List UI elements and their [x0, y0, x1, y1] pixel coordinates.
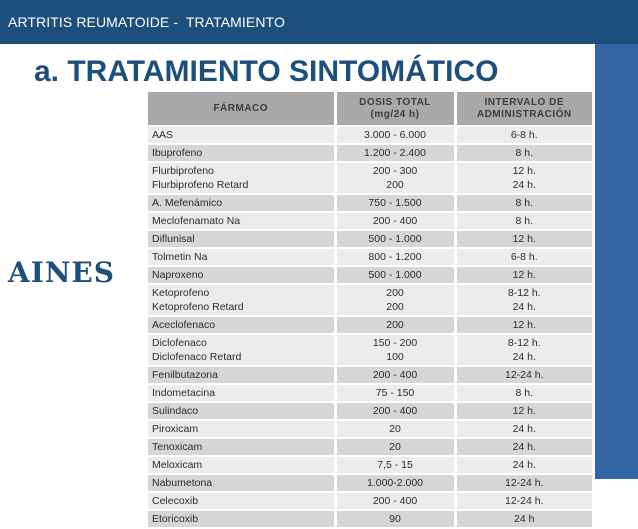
dose-cell — [335, 492, 455, 510]
dose-cell — [335, 384, 455, 402]
interval-cell-text: 24 h — [514, 513, 535, 525]
interval-cell-text: 12 h. — [512, 269, 536, 281]
interval-cell-text: 8-12 h. — [507, 337, 541, 349]
drug-cell-text: Indometacina — [152, 387, 216, 399]
drug-cell-text: A. Mefenámico — [152, 197, 223, 209]
table-row — [148, 402, 592, 420]
drug-cell — [148, 144, 335, 162]
dose-cell — [335, 144, 455, 162]
interval-cell — [455, 384, 592, 402]
drug-cell — [148, 194, 335, 212]
drug-cell — [148, 438, 335, 456]
interval-cell — [455, 126, 592, 144]
slide-heading: a. TRATAMIENTO SINTOMÁTICO — [34, 55, 499, 88]
interval-cell-text: 6-8 h. — [510, 251, 538, 263]
table-row — [148, 212, 592, 230]
drug-cell — [148, 266, 335, 284]
interval-cell — [455, 510, 592, 528]
interval-cell-text: 8 h. — [515, 147, 533, 159]
drug-cell — [148, 510, 335, 528]
drug-cell — [148, 284, 335, 316]
interval-cell-text: 24 h. — [512, 351, 536, 363]
drug-cell-text: Meloxicam — [152, 459, 203, 471]
dose-cell — [335, 316, 455, 334]
interval-cell-text: 12-24 h. — [504, 495, 544, 507]
interval-cell-text: 8 h. — [515, 215, 533, 227]
interval-cell — [455, 492, 592, 510]
table-row — [148, 456, 592, 474]
table-row — [148, 474, 592, 492]
interval-cell-text: 12-24 h. — [504, 369, 544, 381]
table-row — [148, 284, 592, 316]
drug-cell — [148, 492, 335, 510]
drug-cell — [148, 316, 335, 334]
dose-cell-text: 90 — [389, 513, 401, 525]
drug-cell-text: AAS — [152, 129, 174, 141]
drug-table-container — [148, 92, 592, 525]
dose-cell-text: 1.200 - 2.400 — [364, 147, 426, 159]
banner-title: ARTRITIS REUMATOIDE - TRATAMIENTO — [8, 14, 285, 30]
dose-cell — [335, 126, 455, 144]
interval-cell — [455, 474, 592, 492]
interval-cell-text: 12-24 h. — [504, 477, 544, 489]
interval-cell — [455, 334, 592, 366]
interval-cell-text: 12 h. — [512, 233, 536, 245]
interval-cell-text: 12 h. — [512, 165, 536, 177]
dose-cell — [335, 212, 455, 230]
table-row — [148, 334, 592, 366]
interval-cell-text: 8 h. — [515, 387, 533, 399]
drug-cell — [148, 248, 335, 266]
dose-cell — [335, 194, 455, 212]
drug-table — [148, 92, 592, 529]
side-label: AINES — [8, 256, 115, 289]
interval-cell — [455, 144, 592, 162]
interval-cell — [455, 420, 592, 438]
drug-cell-text: Naproxeno — [152, 269, 204, 281]
interval-cell-text: 24 h. — [512, 179, 536, 191]
drug-cell-text: Aceclofenaco — [152, 319, 216, 331]
dose-cell-text: 500 - 1.000 — [368, 269, 422, 281]
table-row — [148, 510, 592, 528]
table-row — [148, 126, 592, 144]
interval-cell-text: 24 h. — [512, 441, 536, 453]
dose-cell-text: 200 - 400 — [372, 215, 418, 227]
dose-cell — [335, 284, 455, 316]
drug-cell — [148, 402, 335, 420]
interval-cell-text: 24 h. — [512, 423, 536, 435]
table-body — [148, 126, 592, 528]
drug-cell — [148, 212, 335, 230]
dose-cell-text: 20 — [389, 423, 401, 435]
dose-cell-text: 150 - 200 — [372, 337, 418, 349]
drug-cell — [148, 420, 335, 438]
interval-cell — [455, 194, 592, 212]
drug-cell-text: Flurbiprofeno Retard — [152, 179, 249, 191]
dose-cell-text: 200 — [386, 319, 404, 331]
header-intervalo: INTERVALO DE ADMINISTRACIÓN — [455, 92, 592, 126]
dose-cell — [335, 402, 455, 420]
dose-cell-text: 750 - 1.500 — [368, 197, 422, 209]
drug-cell — [148, 474, 335, 492]
dose-cell-text: 200 — [386, 287, 404, 299]
interval-cell-text: 8 h. — [515, 197, 533, 209]
dose-cell-text: 7,5 - 15 — [377, 459, 413, 471]
dose-cell-text: 200 — [386, 179, 404, 191]
drug-cell-text: Nabumetona — [152, 477, 213, 489]
dose-cell — [335, 162, 455, 194]
drug-cell-text: Diflunisal — [152, 233, 195, 245]
table-row — [148, 230, 592, 248]
dose-cell-text: 1.000-2.000 — [366, 477, 424, 489]
dose-cell-text: 20 — [389, 441, 401, 453]
dose-cell-text: 800 - 1.200 — [368, 251, 422, 263]
header-farmaco: FÁRMACO — [148, 92, 335, 126]
table-header-row — [148, 92, 592, 126]
dose-cell — [335, 334, 455, 366]
dose-cell — [335, 248, 455, 266]
drug-cell — [148, 334, 335, 366]
dose-cell-text: 200 - 400 — [372, 405, 418, 417]
drug-cell-text: Tenoxicam — [152, 441, 203, 453]
drug-cell-text: Meclofenamato Na — [152, 215, 241, 227]
table-row — [148, 492, 592, 510]
interval-cell — [455, 402, 592, 420]
interval-cell — [455, 456, 592, 474]
table-row — [148, 438, 592, 456]
interval-cell-text: 24 h. — [512, 459, 536, 471]
right-accent-bar — [595, 44, 638, 479]
dose-cell-text: 200 - 300 — [372, 165, 418, 177]
interval-cell-text: 24 h. — [512, 301, 536, 313]
dose-cell-text: 200 — [386, 301, 404, 313]
dose-cell-text: 100 — [386, 351, 404, 363]
top-banner — [0, 0, 638, 44]
table-row — [148, 162, 592, 194]
drug-cell-text: Tolmetin Na — [152, 251, 208, 263]
table-row — [148, 384, 592, 402]
interval-cell — [455, 230, 592, 248]
interval-cell-text: 6-8 h. — [510, 129, 538, 141]
interval-cell — [455, 248, 592, 266]
drug-cell-text: Ibuprofeno — [152, 147, 203, 159]
interval-cell — [455, 212, 592, 230]
dose-cell — [335, 366, 455, 384]
table-row — [148, 248, 592, 266]
table-row — [148, 144, 592, 162]
dose-cell-text: 3.000 - 6.000 — [364, 129, 426, 141]
dose-cell — [335, 510, 455, 528]
interval-cell-text: 8-12 h. — [507, 287, 541, 299]
table-row — [148, 366, 592, 384]
interval-cell — [455, 266, 592, 284]
table-row — [148, 266, 592, 284]
dose-cell-text: 200 - 400 — [372, 369, 418, 381]
drug-cell-text: Ketoprofeno — [152, 287, 210, 299]
drug-cell-text: Etoricoxib — [152, 513, 199, 525]
drug-cell-text: Sulindaco — [152, 405, 199, 417]
table-row — [148, 316, 592, 334]
dose-cell — [335, 230, 455, 248]
dose-cell — [335, 420, 455, 438]
drug-cell-text: Diclofenaco Retard — [152, 351, 242, 363]
dose-cell — [335, 438, 455, 456]
drug-cell — [148, 126, 335, 144]
interval-cell — [455, 162, 592, 194]
dose-cell — [335, 456, 455, 474]
header-dosis: DOSIS TOTAL (mg/24 h) — [335, 92, 455, 126]
drug-cell — [148, 162, 335, 194]
drug-cell-text: Ketoprofeno Retard — [152, 301, 244, 313]
drug-cell-text: Celecoxib — [152, 495, 199, 507]
interval-cell — [455, 316, 592, 334]
table-row — [148, 420, 592, 438]
interval-cell — [455, 366, 592, 384]
drug-cell-text: Flurbiprofeno — [152, 165, 214, 177]
dose-cell — [335, 474, 455, 492]
drug-cell-text: Diclofenaco — [152, 337, 207, 349]
dose-cell — [335, 266, 455, 284]
dose-cell-text: 75 - 150 — [375, 387, 415, 399]
interval-cell — [455, 438, 592, 456]
drug-cell — [148, 230, 335, 248]
interval-cell-text: 12 h. — [512, 319, 536, 331]
drug-cell — [148, 384, 335, 402]
drug-cell — [148, 366, 335, 384]
drug-cell — [148, 456, 335, 474]
interval-cell-text: 12 h. — [512, 405, 536, 417]
interval-cell — [455, 284, 592, 316]
dose-cell-text: 500 - 1.000 — [368, 233, 422, 245]
table-row — [148, 194, 592, 212]
drug-cell-text: Fenilbutazona — [152, 369, 218, 381]
drug-cell-text: Piroxicam — [152, 423, 199, 435]
dose-cell-text: 200 - 400 — [372, 495, 418, 507]
